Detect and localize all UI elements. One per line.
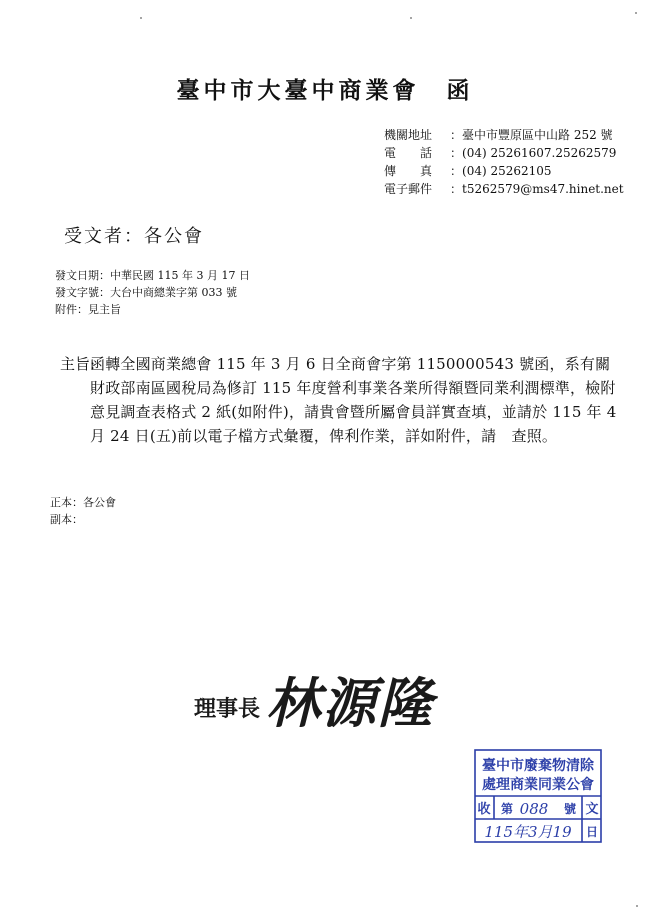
copy-label: 正本 bbox=[50, 496, 72, 509]
contact-value: 臺中市豐原區中山路 252 號 bbox=[462, 128, 613, 142]
stamp-date-suffix: 日 bbox=[585, 825, 599, 839]
signature-name: 林源隆 bbox=[266, 671, 434, 735]
receipt-stamp bbox=[474, 749, 602, 843]
meta-label: 附件 bbox=[55, 303, 77, 316]
stamp-serial-suffix: 號 bbox=[563, 802, 577, 816]
meta-label: 發文日期 bbox=[55, 269, 99, 282]
meta-value: 大台中商總業字第 033 號 bbox=[110, 286, 237, 299]
contact-label: 傳 真 bbox=[384, 164, 433, 178]
contact-value: (04) 25261607.25262579 bbox=[462, 146, 617, 160]
meta-label: 發文字號 bbox=[55, 286, 99, 299]
scan-speck bbox=[636, 905, 638, 907]
subject-text: 函轉全國商業總會 115 年 3 月 6 日全商會字第 1150000543 號函，系有關財政部南區國稅局為修訂 115 年度營利事業各業所得額暨同業利潤標準，檢附意見調查表格式 2 紙(如附件)，請貴會暨所屬會員詳實查填，並請於 115 年 4 月 24 日(五)前以電子檔方式彙覆，俾利作業，詳如附件，請 查照。 bbox=[90, 355, 617, 445]
subject-label: 主旨: bbox=[60, 355, 96, 373]
meta-number: 發文字號：大台中商總業字第 033 號 bbox=[55, 286, 237, 299]
recipient-value: 各公會 bbox=[144, 226, 204, 247]
stamp-doc-label: 文 bbox=[585, 802, 599, 817]
scan-speck bbox=[140, 17, 142, 19]
contact-value: (04) 25262105 bbox=[462, 164, 552, 178]
copy-label: 副本 bbox=[50, 513, 72, 526]
meta-value: 見主旨 bbox=[88, 303, 121, 316]
copy-value: 各公會 bbox=[83, 496, 116, 509]
contact-label: 電子郵件 bbox=[384, 182, 433, 196]
meta-attachment: 附件：見主旨 bbox=[55, 303, 121, 316]
document-title: 臺中市大臺中商業會 函 bbox=[176, 77, 474, 104]
subject-section bbox=[60, 352, 620, 448]
contact-fax: 傳 真 ： (04) 25262105 bbox=[384, 162, 644, 180]
stamp-serial-number: 088 bbox=[519, 800, 549, 818]
contact-address: 機關地址 ： 臺中市豐原區中山路 252 號 bbox=[384, 126, 644, 144]
chairman-signature-stamp bbox=[188, 660, 458, 740]
contact-label: 電 話 bbox=[384, 146, 433, 160]
scan-speck bbox=[635, 12, 637, 14]
stamp-org-line1: 臺中市廢棄物清除 bbox=[482, 758, 594, 774]
stamp-date-handwritten: 115年3月19 bbox=[484, 823, 572, 841]
recipient-line: 受文者：各公會 bbox=[64, 226, 204, 247]
contact-label: 機關地址 bbox=[384, 128, 433, 142]
contact-email: 電子郵件 ： t5262579@ms47.hinet.net bbox=[384, 180, 644, 198]
meta-date: 發文日期：中華民國 115 年 3 月 17 日 bbox=[55, 269, 250, 282]
cc-recipients: 副本： bbox=[50, 513, 83, 526]
stamp-org-line2: 處理商業同業公會 bbox=[482, 777, 594, 793]
stamp-received-label: 收 bbox=[477, 802, 491, 817]
signature-ink bbox=[194, 671, 439, 735]
meta-value: 中華民國 115 年 3 月 17 日 bbox=[110, 269, 250, 282]
contact-phone: 電 話 ： (04) 25261607.25262579 bbox=[384, 144, 644, 162]
stamp-serial-prefix: 第 bbox=[500, 802, 514, 816]
signature-title: 理事長 bbox=[194, 696, 261, 722]
primary-recipients: 正本：各公會 bbox=[50, 496, 116, 509]
scan-speck bbox=[410, 17, 412, 19]
recipient-label: 受文者 bbox=[64, 226, 124, 247]
contact-value: t5262579@ms47.hinet.net bbox=[462, 182, 624, 196]
